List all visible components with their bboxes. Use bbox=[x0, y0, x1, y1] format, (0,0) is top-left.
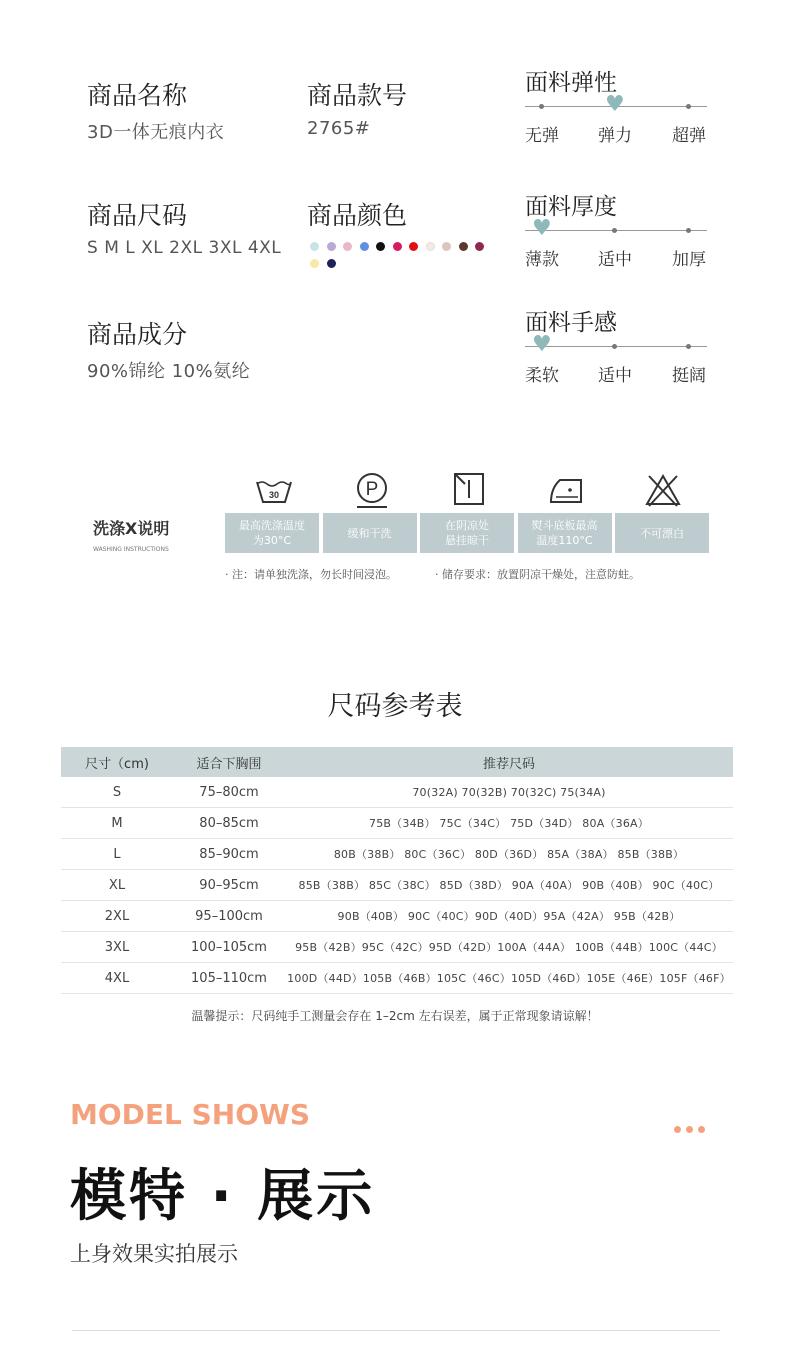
attr-dot bbox=[612, 228, 617, 233]
wash-item-line2: 为30°C bbox=[252, 534, 292, 547]
cell-underbust: 85–90cm bbox=[173, 839, 285, 870]
attr-title: 面料弹性 bbox=[525, 70, 617, 96]
wash-item-label bbox=[615, 513, 709, 553]
wash-item-label bbox=[323, 513, 417, 553]
attr-heart-icon: ♥ bbox=[532, 216, 552, 241]
wash-item-line1: 熨斗底板最高 bbox=[531, 519, 598, 532]
attr-option-label: 弹力 bbox=[598, 126, 632, 146]
cell-recommended: 70(32A) 70(32B) 70(32C) 75(34A) bbox=[285, 777, 733, 808]
color-swatch bbox=[327, 259, 336, 268]
size-label: 商品尺码 bbox=[87, 201, 188, 230]
cell-size: S bbox=[61, 777, 173, 808]
color-swatch bbox=[393, 242, 402, 251]
wash-30-icon bbox=[254, 470, 294, 510]
attr-heart-icon: ♥ bbox=[532, 332, 552, 357]
model-title: 模特 · 展示 bbox=[70, 1164, 376, 1229]
model-subtitle: 上身效果实拍展示 bbox=[70, 1242, 238, 1266]
name-label: 商品名称 bbox=[87, 81, 188, 110]
attr-option-label: 适中 bbox=[598, 250, 632, 270]
dry-clean-p-icon bbox=[352, 470, 392, 510]
name-value: 3D一体无痕内衣 bbox=[87, 122, 225, 143]
color-swatch bbox=[310, 242, 319, 251]
attr-option-label: 挺阔 bbox=[672, 366, 706, 386]
attr-heart-icon: ♥ bbox=[605, 92, 625, 117]
attr-title: 面料厚度 bbox=[525, 194, 617, 220]
cell-underbust: 90–95cm bbox=[173, 870, 285, 901]
composition-value: 90%锦纶 10%氨纶 bbox=[87, 361, 251, 382]
table-row bbox=[61, 932, 733, 963]
size-chart-tip: 温馨提示：尺码纯手工测量会存在 1–2cm 左右误差，属于正常现象请谅解！ bbox=[191, 1009, 599, 1023]
wash-item-label bbox=[518, 513, 612, 553]
attr-dot bbox=[612, 344, 617, 349]
cell-size: XL bbox=[61, 870, 173, 901]
table-header-row bbox=[61, 747, 733, 777]
attr-option-label: 薄款 bbox=[525, 250, 559, 270]
cell-underbust: 75–80cm bbox=[173, 777, 285, 808]
wash-30-text: 30 bbox=[268, 490, 280, 500]
attr-dot bbox=[686, 104, 691, 109]
attr-dot bbox=[686, 228, 691, 233]
color-swatch bbox=[327, 242, 336, 251]
wash-item-line1: 缓和干洗 bbox=[347, 526, 392, 540]
washing-title: 洗涤X说明 bbox=[93, 519, 170, 538]
wash-item-label bbox=[420, 513, 514, 553]
composition-label: 商品成分 bbox=[87, 320, 188, 349]
cell-size: 2XL bbox=[61, 901, 173, 932]
dry-clean-p-text: P bbox=[365, 479, 379, 500]
cell-recommended: 100D（44D）105B（46B）105C（46C）105D（46D）105E（46E）105F（46F） bbox=[285, 963, 733, 994]
color-swatch bbox=[475, 242, 484, 251]
style-value: 2765# bbox=[307, 118, 371, 139]
color-swatch bbox=[459, 242, 468, 251]
attr-option-label: 加厚 bbox=[672, 250, 706, 270]
no-bleach-icon bbox=[643, 470, 683, 510]
cell-underbust: 105–110cm bbox=[173, 963, 285, 994]
table-row bbox=[61, 839, 733, 870]
table-row bbox=[61, 777, 733, 808]
cell-size: M bbox=[61, 808, 173, 839]
table-row bbox=[61, 963, 733, 994]
wash-item-line1: 不可漂白 bbox=[640, 526, 684, 540]
cell-recommended: 95B（42B）95C（42C）95D（42D）100A（44A） 100B（44B）100C（44C） bbox=[285, 932, 733, 963]
table-row bbox=[61, 808, 733, 839]
wash-item-line2: 温度110°C bbox=[536, 534, 593, 547]
attr-dot bbox=[539, 104, 544, 109]
color-label: 商品颜色 bbox=[307, 201, 408, 230]
note-washing: · 注：请单独洗涤，勿长时间浸泡。 bbox=[225, 568, 397, 581]
model-eyebrow: MODEL SHOWS bbox=[70, 1098, 311, 1131]
table-row bbox=[61, 870, 733, 901]
color-swatch bbox=[376, 242, 385, 251]
color-swatch bbox=[360, 242, 369, 251]
size-chart-title: 尺码参考表 bbox=[327, 691, 463, 722]
color-swatch bbox=[409, 242, 418, 251]
cell-underbust: 95–100cm bbox=[173, 901, 285, 932]
wash-item-label bbox=[225, 513, 319, 553]
attr-option-label: 适中 bbox=[598, 366, 632, 386]
color-swatch bbox=[343, 242, 352, 251]
washing-subtitle: WASHING INSTRUCTIONS bbox=[93, 546, 169, 553]
wash-item-line1: 最高洗涤温度 bbox=[239, 519, 305, 532]
style-label: 商品款号 bbox=[307, 81, 408, 110]
size-chart-table bbox=[61, 747, 733, 994]
section-divider bbox=[72, 1330, 720, 1331]
color-swatch bbox=[426, 242, 435, 251]
cell-size: 3XL bbox=[61, 932, 173, 963]
wash-item-line1: 在阴凉处 bbox=[445, 519, 489, 532]
cell-recommended: 80B（38B） 80C（36C） 80D（36D） 85A（38A） 85B（38B） bbox=[285, 839, 733, 870]
attr-option-label: 柔软 bbox=[525, 366, 559, 386]
cell-underbust: 100–105cm bbox=[173, 932, 285, 963]
attr-title: 面料手感 bbox=[525, 310, 617, 336]
color-swatch bbox=[310, 259, 319, 268]
size-value: S M L XL 2XL 3XL 4XL bbox=[87, 238, 282, 258]
header-recommended: 推荐尺码 bbox=[285, 747, 733, 777]
more-dots-icon bbox=[674, 1118, 705, 1137]
attr-option-label: 超弹 bbox=[672, 126, 706, 146]
wash-item-line2: 悬挂晾干 bbox=[445, 534, 489, 547]
hang-dry-shade-icon bbox=[449, 470, 489, 510]
cell-size: L bbox=[61, 839, 173, 870]
cell-size: 4XL bbox=[61, 963, 173, 994]
header-underbust: 适合下胸围 bbox=[173, 747, 285, 777]
cell-recommended: 85B（38B） 85C（38C） 85D（38D） 90A（40A） 90B（40B） 90C（40C） bbox=[285, 870, 733, 901]
attr-dot bbox=[686, 344, 691, 349]
color-swatch bbox=[442, 242, 451, 251]
iron-icon bbox=[546, 470, 586, 510]
table-row bbox=[61, 901, 733, 932]
cell-recommended: 90B（40B） 90C（40C）90D（40D）95A（42A） 95B（42B） bbox=[285, 901, 733, 932]
note-storage: · 储存要求：放置阴凉干燥处，注意防蛀。 bbox=[435, 568, 640, 581]
cell-recommended: 75B（34B） 75C（34C） 75D（34D） 80A（36A） bbox=[285, 808, 733, 839]
header-size: 尺寸（cm) bbox=[61, 747, 173, 777]
attr-option-label: 无弹 bbox=[525, 126, 559, 146]
cell-underbust: 80–85cm bbox=[173, 808, 285, 839]
